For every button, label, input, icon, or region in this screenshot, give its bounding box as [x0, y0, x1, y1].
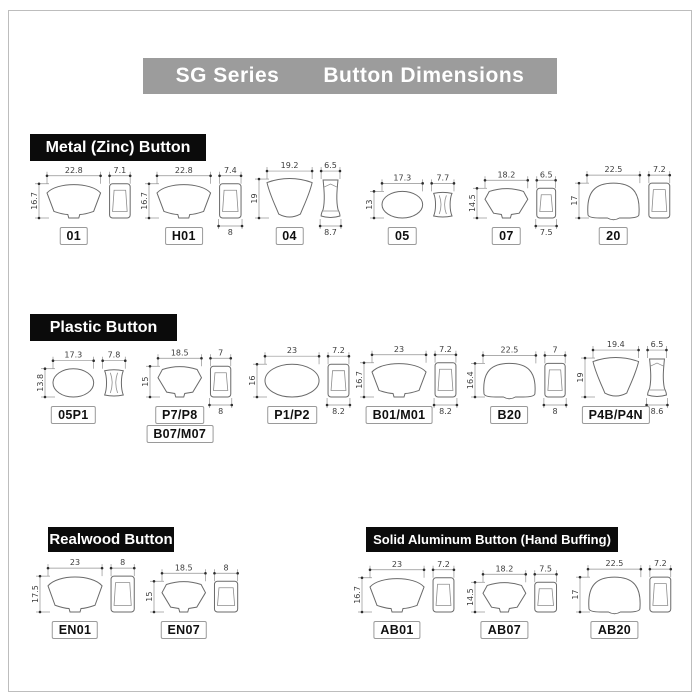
- svg-text:17: 17: [571, 589, 580, 600]
- svg-text:18.5: 18.5: [170, 348, 189, 358]
- svg-text:22.5: 22.5: [500, 345, 519, 355]
- model-label: 04: [275, 227, 304, 245]
- model-label: H01: [165, 227, 203, 245]
- section-header-plastic: Plastic Button: [30, 314, 177, 341]
- title-dimensions: Button Dimensions: [323, 64, 525, 87]
- model-label: EN07: [161, 621, 207, 639]
- svg-text:16.7: 16.7: [30, 191, 39, 210]
- button-group-AB01: [354, 552, 466, 660]
- svg-text:17.5: 17.5: [31, 585, 40, 603]
- button-group-B20: [467, 337, 578, 445]
- section-header-realwood: Realwood Button: [48, 527, 174, 552]
- svg-text:23: 23: [69, 558, 81, 568]
- page-title: [143, 58, 557, 94]
- svg-text:7.2: 7.2: [439, 344, 452, 354]
- svg-text:22.8: 22.8: [64, 165, 83, 175]
- model-label: AB07: [481, 621, 528, 639]
- svg-text:23: 23: [393, 344, 405, 354]
- svg-text:19.4: 19.4: [606, 340, 625, 350]
- svg-text:16.7: 16.7: [355, 370, 364, 389]
- button-group-AB07: [467, 552, 569, 660]
- svg-text:15: 15: [145, 591, 154, 602]
- svg-text:7.2: 7.2: [332, 346, 345, 356]
- button-group-EN01: [32, 552, 147, 660]
- button-group-01: [31, 158, 143, 266]
- model-label: 07: [492, 227, 521, 245]
- button-group-05: [366, 158, 466, 266]
- model-label: P4B/P4N: [582, 406, 650, 424]
- svg-text:6.5: 6.5: [324, 161, 337, 171]
- svg-text:7.2: 7.2: [437, 559, 450, 569]
- model-label: AB20: [591, 621, 638, 639]
- svg-text:8: 8: [552, 407, 558, 416]
- svg-text:18.2: 18.2: [495, 564, 514, 574]
- button-group-P1-P2: [249, 337, 361, 445]
- button-group-20: [571, 158, 682, 266]
- svg-text:7.5: 7.5: [539, 564, 553, 574]
- model-label: P1/P2: [267, 406, 317, 424]
- model-label: AB01: [373, 621, 420, 639]
- svg-text:13.8: 13.8: [36, 373, 45, 392]
- svg-text:18.2: 18.2: [497, 170, 516, 180]
- section-header-aluminum: Solid Aluminum Button (Hand Buffing): [366, 527, 618, 552]
- svg-text:7.5: 7.5: [539, 228, 553, 237]
- svg-text:14.5: 14.5: [468, 194, 477, 213]
- svg-text:7.2: 7.2: [653, 559, 667, 569]
- svg-text:23: 23: [286, 346, 298, 356]
- model-label: P7/P8: [155, 406, 205, 424]
- svg-text:7.1: 7.1: [113, 165, 127, 175]
- button-group-P4B-P4N: [577, 337, 679, 445]
- svg-text:19: 19: [250, 193, 259, 204]
- svg-text:7.7: 7.7: [436, 173, 450, 183]
- svg-text:15: 15: [141, 376, 150, 387]
- svg-text:6.5: 6.5: [650, 340, 664, 350]
- svg-text:7.8: 7.8: [107, 350, 121, 360]
- model-label: B07/M07: [146, 425, 213, 443]
- model-label: B20: [491, 406, 529, 424]
- svg-text:14.5: 14.5: [466, 588, 475, 607]
- svg-text:8: 8: [223, 563, 229, 573]
- svg-text:19.2: 19.2: [280, 161, 299, 171]
- svg-text:8.2: 8.2: [332, 407, 345, 416]
- svg-text:6.5: 6.5: [539, 170, 553, 180]
- button-group-04: [251, 158, 352, 266]
- svg-text:16: 16: [248, 375, 257, 386]
- svg-text:22.8: 22.8: [174, 165, 193, 175]
- svg-text:17: 17: [570, 195, 579, 206]
- svg-text:16.7: 16.7: [140, 191, 149, 210]
- button-group-AB20: [572, 552, 683, 660]
- svg-text:16.4: 16.4: [466, 371, 475, 390]
- svg-text:17.3: 17.3: [64, 350, 83, 360]
- model-label: 05P1: [51, 406, 95, 424]
- svg-text:7: 7: [552, 345, 558, 355]
- svg-text:7.4: 7.4: [223, 165, 237, 175]
- svg-text:8: 8: [218, 407, 224, 416]
- svg-text:7.2: 7.2: [652, 165, 666, 175]
- section-header-metal: Metal (Zinc) Button: [30, 134, 206, 161]
- svg-text:13: 13: [365, 199, 374, 210]
- svg-text:8.7: 8.7: [324, 228, 337, 237]
- svg-text:23: 23: [391, 559, 403, 569]
- svg-text:22.5: 22.5: [604, 165, 623, 175]
- svg-text:16.7: 16.7: [353, 585, 362, 604]
- svg-text:8: 8: [227, 228, 233, 237]
- model-label: EN01: [52, 621, 98, 639]
- svg-text:17.3: 17.3: [393, 173, 412, 183]
- button-group-EN07: [146, 552, 250, 660]
- button-group-07: [469, 158, 568, 266]
- svg-text:19: 19: [576, 372, 585, 383]
- svg-text:8.6: 8.6: [650, 407, 664, 416]
- svg-text:7: 7: [218, 348, 224, 358]
- svg-text:8: 8: [120, 558, 126, 568]
- title-series: SG Series: [175, 64, 280, 87]
- button-group-05P1: [37, 337, 138, 445]
- button-group-B01-M01: [356, 337, 468, 445]
- model-label: 20: [599, 227, 628, 245]
- svg-text:8.2: 8.2: [439, 407, 452, 416]
- svg-text:22.5: 22.5: [605, 559, 624, 569]
- model-label: 05: [388, 227, 417, 245]
- model-label: 01: [60, 227, 89, 245]
- button-group-P7-P8: [142, 337, 243, 445]
- button-group-H01: [141, 158, 254, 266]
- svg-text:18.5: 18.5: [174, 563, 193, 573]
- model-label: B01/M01: [366, 406, 433, 424]
